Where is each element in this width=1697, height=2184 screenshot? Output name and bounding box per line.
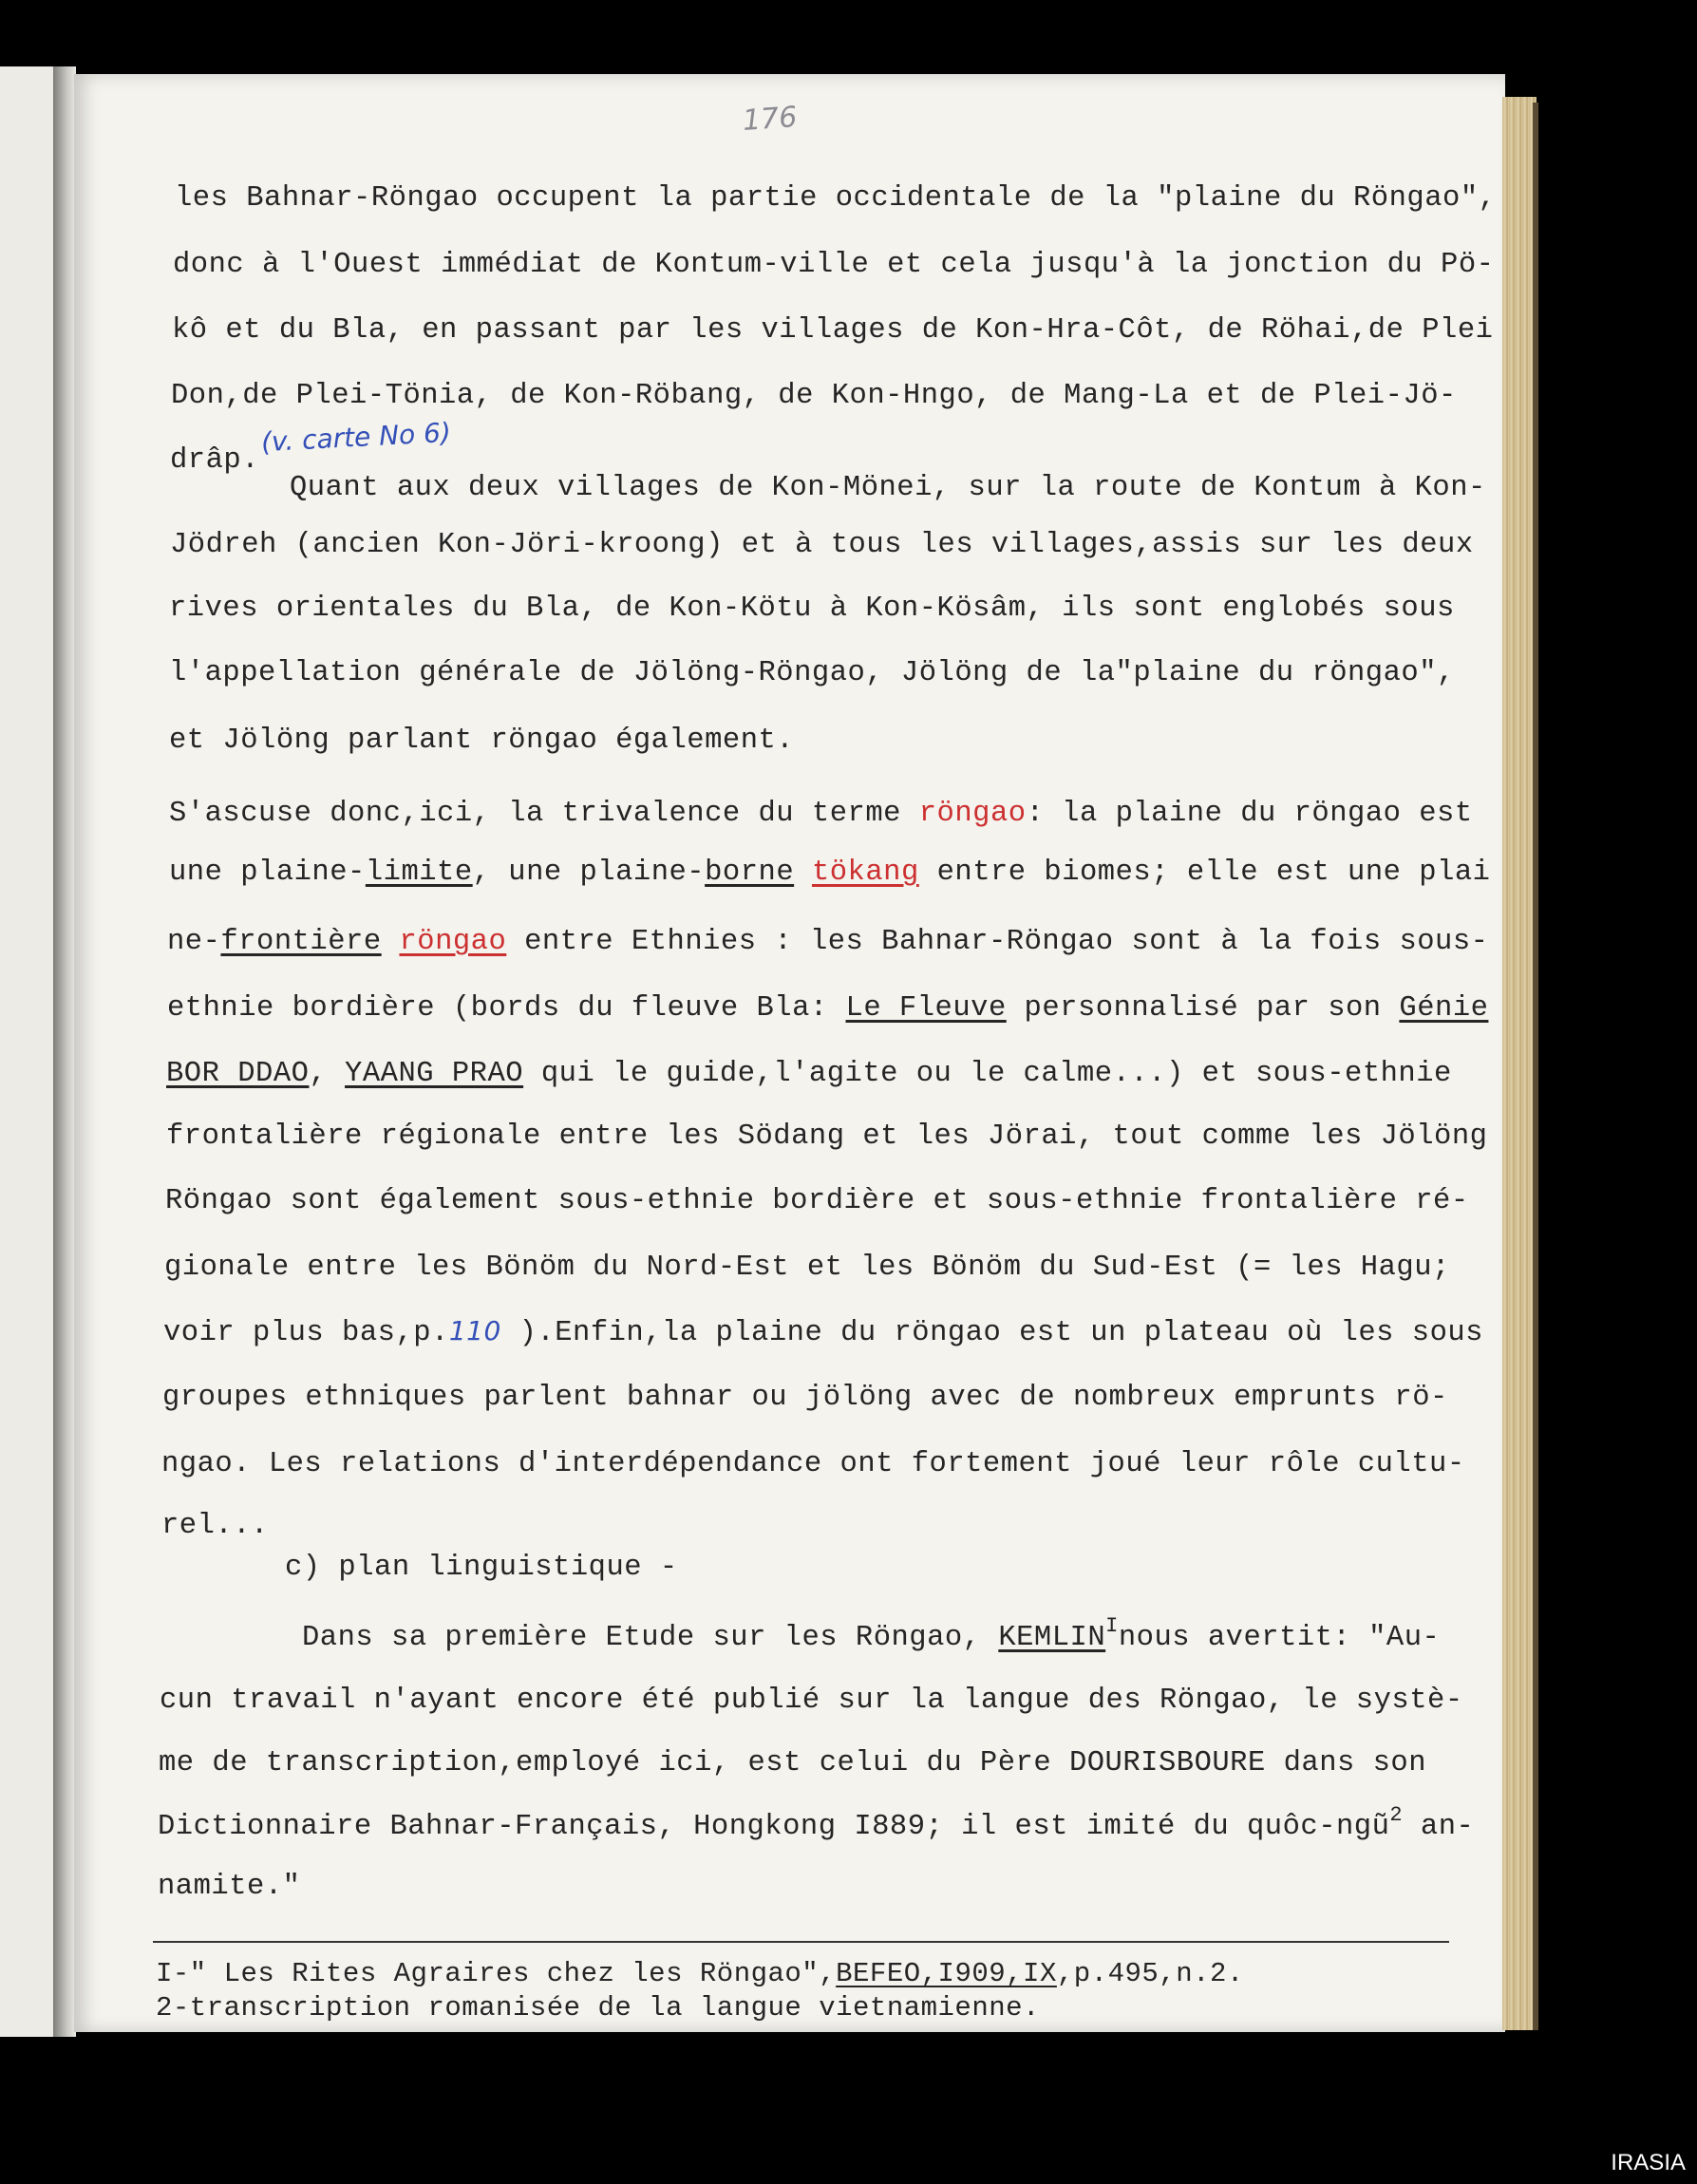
footnote-2: 2-transcription romanisée de la langue vietnamienne. xyxy=(156,1992,1040,2024)
handwritten-map-note: (v. carte No 6) xyxy=(260,416,452,459)
text-segment: ne- xyxy=(167,926,221,958)
text-line-21: ngao. Les relations d'interdépendance ont fortement joué leur rôle cultu- xyxy=(161,1448,1465,1480)
text-segment: , une plaine- xyxy=(472,857,706,889)
underlined-author-kemlin: KEMLIN xyxy=(998,1622,1106,1654)
text-line-14 xyxy=(167,992,1488,1025)
text-line-6: Quant aux deux villages de Kon-Mönei, sur la route de Kontum à Kon- xyxy=(290,472,1486,504)
red-term-rongao: röngao xyxy=(918,798,1027,830)
text-line-8: rives orientales du Bla, de Kon-Kötu à Kon-Kösâm, ils sont englobés sous xyxy=(169,593,1455,625)
text-line-1: les Bahnar-Röngao occupent la partie occidentale de la "plaine du Röngao", xyxy=(175,182,1497,215)
text-segment: personnalisé par son xyxy=(1006,992,1400,1025)
text-line-26: me de transcription,employé ici, est celui du Père DOURISBOURE dans son xyxy=(159,1747,1427,1779)
text-line-27 xyxy=(158,1803,1475,1843)
text-segment xyxy=(382,926,400,958)
text-segment xyxy=(794,857,812,889)
text-line-24 xyxy=(302,1614,1441,1654)
section-heading-plan-linguistique: c) plan linguistique - xyxy=(285,1552,678,1584)
document-page xyxy=(74,74,1505,2032)
footnote-mark-1: I xyxy=(1105,1614,1119,1638)
underlined-term-frontiere: frontière xyxy=(220,926,382,958)
text-segment: S'ascuse donc,ici, la trivalence du terme xyxy=(169,798,919,830)
text-line-12 xyxy=(169,857,1490,889)
underlined-term-bor-ddao: BOR DDAO xyxy=(166,1058,310,1090)
text-segment: , xyxy=(309,1058,346,1090)
text-segment: entre biomes; elle est une plai xyxy=(918,857,1491,889)
left-page-edge xyxy=(0,66,61,2037)
footnote-divider xyxy=(153,1941,1449,1943)
text-line-22: rel... xyxy=(161,1510,269,1542)
text-line-17: Röngao sont également sous-ethnie bordière et sous-ethnie frontalière ré- xyxy=(165,1185,1469,1217)
text-segment: qui le guide,l'agite ou le calme...) et sous-ethnie xyxy=(523,1058,1452,1090)
underlined-term-borne: borne xyxy=(705,857,795,889)
text-line-4: Don,de Plei-Tönia, de Kon-Röbang, de Kon-Hngo, de Mang-La et de Plei-Jö- xyxy=(171,380,1457,412)
underlined-term-le-fleuve: Le Fleuve xyxy=(845,992,1007,1025)
page-stack-shadow xyxy=(1533,103,1538,2030)
footnote-mark-2: 2 xyxy=(1389,1803,1404,1827)
text-line-3: kô et du Bla, en passant par les villages de Kon-Hra-Côt, de Röhai,de Plei xyxy=(172,314,1494,347)
handwritten-page-number: 176 xyxy=(741,101,799,138)
text-line-18: gionale entre les Bönöm du Nord-Est et les Bönöm du Sud-Est (= les Hagu; xyxy=(164,1252,1450,1284)
red-term-tokang: tökang xyxy=(811,857,919,889)
text-segment: ethnie bordière (bords du fleuve Bla: xyxy=(167,992,846,1025)
text-line-16: frontalière régionale entre les Södang et les Jörai, tout comme les Jölöng xyxy=(166,1120,1488,1153)
text-line-9: l'appellation générale de Jölöng-Röngao, Jölöng de la"plaine du röngao", xyxy=(169,657,1455,689)
footnote-1 xyxy=(156,1958,1244,1989)
text-segment: ,p.495,n.2. xyxy=(1056,1958,1244,1989)
text-segment: nous avertit: "Au- xyxy=(1118,1622,1441,1654)
text-line-10: et Jölöng parlant röngao également. xyxy=(169,725,795,757)
text-line-28: namite." xyxy=(158,1871,301,1903)
text-segment: une plaine- xyxy=(169,857,366,889)
text-segment: entre Ethnies : les Bahnar-Röngao sont à la fois sous- xyxy=(506,926,1489,958)
irasia-watermark: IRASIA xyxy=(1611,2150,1686,2175)
text-segment: ).Enfin,la plaine du röngao est un plateau où les sous xyxy=(500,1317,1483,1349)
text-line-7: Jödreh (ancien Kon-Jöri-kroong) et à tous les villages,assis sur les deux xyxy=(170,529,1474,561)
underlined-term-genie: Génie xyxy=(1399,992,1489,1025)
underlined-term-limite: limite xyxy=(365,857,473,889)
text-segment: voir plus bas,p. xyxy=(163,1317,449,1349)
book-gutter-shadow xyxy=(53,66,76,2037)
underlined-ref-befeo: BEFEO,I909,IX xyxy=(836,1958,1057,1989)
handwritten-page-ref: 110 xyxy=(448,1315,501,1346)
text-line-15 xyxy=(166,1058,1452,1090)
text-segment: I-" Les Rites Agraires chez les Röngao", xyxy=(156,1958,837,1989)
text-line-5: drâp. xyxy=(170,444,260,477)
text-line-2: donc à l'Ouest immédiat de Kontum-ville et cela jusqu'à la jonction du Pö- xyxy=(173,249,1495,281)
text-segment: Dans sa première Etude sur les Röngao, xyxy=(302,1622,999,1654)
red-term-rongao-2: röngao xyxy=(399,926,507,958)
text-segment: : la plaine du röngao est xyxy=(1026,798,1473,830)
text-line-11 xyxy=(169,798,1473,830)
text-segment: Dictionnaire Bahnar-Français, Hongkong I889; il est imité du quôc-ngũ xyxy=(158,1811,1390,1843)
underlined-term-yaang-prao: YAANG PRAO xyxy=(345,1058,524,1090)
text-segment: an- xyxy=(1403,1811,1475,1843)
text-line-20: groupes ethniques parlent bahnar ou jölöng avec de nombreux emprunts rö- xyxy=(162,1382,1448,1414)
text-line-25: cun travail n'ayant encore été publié sur la langue des Röngao, le systè- xyxy=(160,1685,1463,1717)
text-line-19 xyxy=(163,1315,1483,1349)
page-stack-edges xyxy=(1502,97,1537,2030)
text-line-13 xyxy=(167,926,1488,958)
